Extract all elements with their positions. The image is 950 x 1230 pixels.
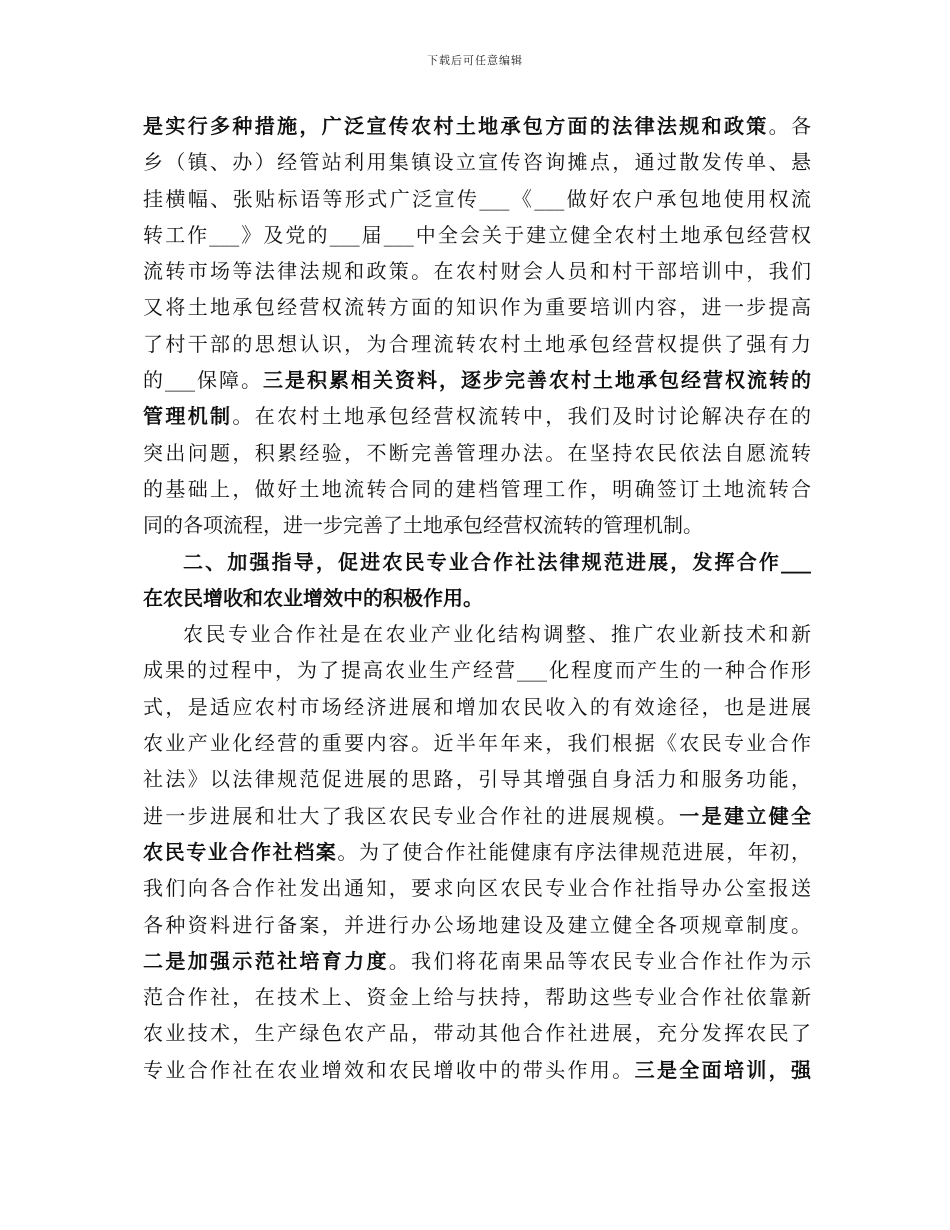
text-line xyxy=(143,217,811,253)
text-run: 又将土地承包经营权流转方面的知识作为重要培训内容，进一步提高 xyxy=(143,295,811,320)
text-line xyxy=(143,144,811,180)
document-body xyxy=(143,108,811,1088)
text-run: 同的各项流程，进一步完善了土地承包经营权流转的管理机制。 xyxy=(143,513,703,538)
bold-text-run: 管理机制 xyxy=(143,404,233,429)
text-line xyxy=(143,834,811,870)
text-run: 各种资料进行备案，并进行办公场地建设及建立健全各项规章制度。 xyxy=(143,912,811,937)
text-line xyxy=(143,398,811,434)
text-run: 了村干部的思想认识，为合理流转农村土地承包经营权提供了强有力 xyxy=(143,331,811,356)
text-run: 流转市场等法律法规和政策。在农村财会人员和村干部培训中，我们 xyxy=(143,259,811,284)
text-run: 。各 xyxy=(768,114,811,138)
text-line xyxy=(143,362,811,398)
bold-text-run: 在农民增收和农业增效中的积极作用。 xyxy=(143,585,483,610)
text-run: 突出问题，积累经验，不断完善管理办法。在坚持农民依法自愿流转 xyxy=(143,440,811,465)
text-line xyxy=(143,253,811,289)
text-run: 式，是适应农村市场经济进展和增加农民收入的有效途径，也是进展 xyxy=(143,694,811,719)
text-line xyxy=(143,652,811,688)
bold-text-run: 二、加强指导，促进农民专业合作社法律规范进展，发挥合作___ xyxy=(183,549,811,574)
text-line xyxy=(143,507,811,543)
text-line xyxy=(143,544,811,580)
text-run: 的基础上，做好土地流转合同的建档管理工作，明确签订土地流转合 xyxy=(143,476,811,501)
text-run: 成果的过程中，为了提高农业生产经营___化程度而产生的一种合作形 xyxy=(143,658,811,683)
text-run: 乡（镇、办）经管站利用集镇设立宣传咨询摊点，通过散发传单、悬 xyxy=(143,150,811,175)
text-line xyxy=(143,689,811,725)
bold-text-run: 三是全面培训，强 xyxy=(634,1057,811,1082)
text-line xyxy=(143,471,811,507)
text-line xyxy=(143,181,811,217)
text-line xyxy=(143,108,811,144)
text-run: 挂横幅、张贴标语等形式广泛宣传___《___做好农户承包地使用权流 xyxy=(143,186,811,211)
bold-text-run: 是实行多种措施，广泛宣传农村土地承包方面的法律法规和政策 xyxy=(143,114,769,138)
text-run: 农业产业化经营的重要内容。近半年年来，我们根据《农民专业合作 xyxy=(143,731,811,756)
text-run: 我们向各合作社发出通知，要求向区农民专业合作社指导办公室报送 xyxy=(143,876,811,901)
text-run: 农民专业合作社是在农业产业化结构调整、推广农业新技术和新 xyxy=(183,622,811,647)
page-header: 下载后可任意编辑 xyxy=(427,54,523,67)
bold-text-run: 三是积累相关资料，逐步完善农村土地承包经营权流转的 xyxy=(263,368,811,393)
text-line xyxy=(143,326,811,362)
bold-text-run: 一是建立健全 xyxy=(679,803,811,828)
bold-text-run: 农民专业合作社档案 xyxy=(143,839,338,864)
text-run: 专业合作社在农业增效和农民增收中的带头作用。 xyxy=(143,1057,635,1082)
text-line xyxy=(143,798,811,834)
text-run: 农业技术，生产绿色农产品，带动其他合作社进展，充分发挥农民了 xyxy=(143,1021,811,1046)
text-line xyxy=(143,907,811,943)
text-line xyxy=(143,979,811,1015)
text-run: 进一步进展和壮大了我区农民专业合作社的进展规模。 xyxy=(143,803,680,828)
text-run: 范合作社，在技术上、资金上给与扶持，帮助这些专业合作社依靠新 xyxy=(143,985,811,1010)
text-line xyxy=(143,435,811,471)
text-line xyxy=(143,580,811,616)
text-run: 的___保障。 xyxy=(143,368,263,393)
text-line xyxy=(143,1052,811,1088)
text-line xyxy=(143,1015,811,1051)
text-run: 转工作___》及党的___届___中全会关于建立健全农村土地承包经营权 xyxy=(143,222,811,247)
text-run: 社法》以法律规范促进展的思路，引导其增强自身活力和服务功能， xyxy=(143,767,811,792)
text-run: 。为了使合作社能健康有序法律规范进展，年初， xyxy=(337,839,811,864)
text-run: 。在农村土地承包经营权流转中，我们及时讨论解决存在的 xyxy=(232,404,811,429)
bold-text-run: 二是加强示范社培育力度 xyxy=(143,948,389,973)
text-line xyxy=(143,870,811,906)
text-line xyxy=(143,616,811,652)
text-run: 。我们将花南果品等农民专业合作社作为示 xyxy=(388,948,811,973)
text-line xyxy=(143,761,811,797)
text-line xyxy=(143,289,811,325)
text-line xyxy=(143,725,811,761)
text-line xyxy=(143,943,811,979)
